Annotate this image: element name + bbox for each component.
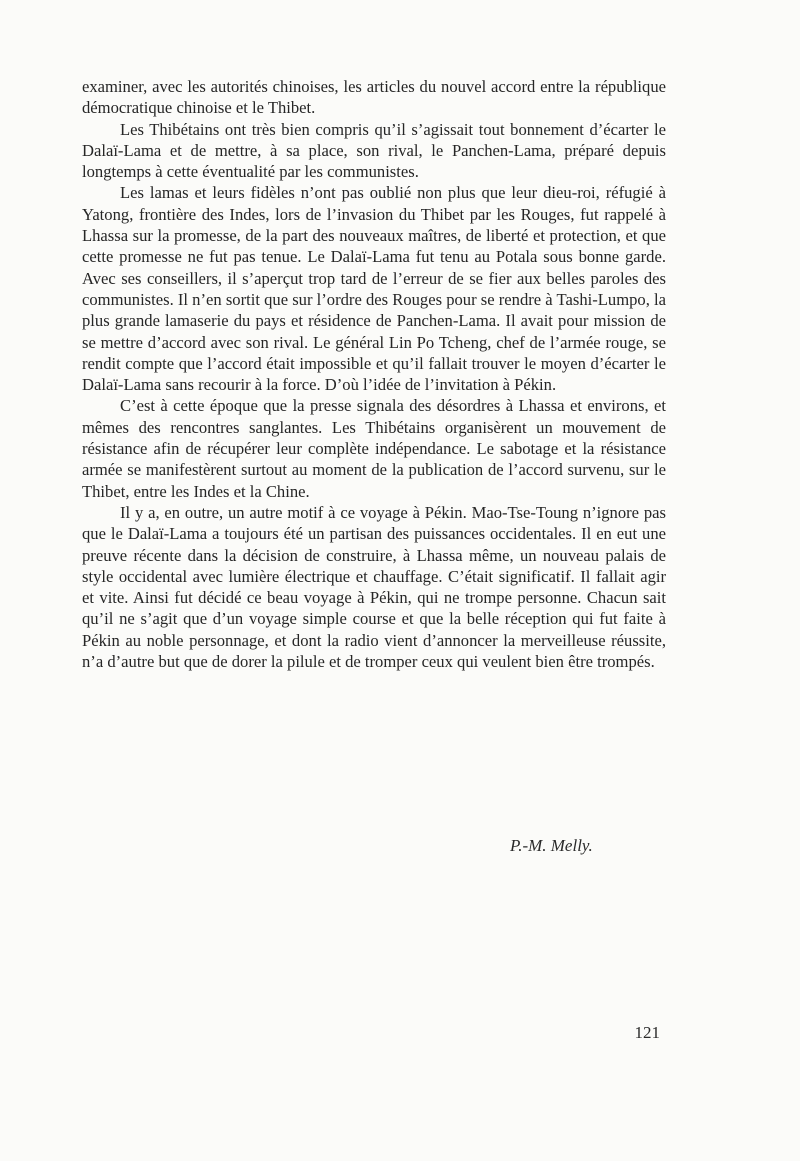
paragraph-4: C’est à cette époque que la presse signala des désordres à Lhassa et environs, et mêmes des rencontres sanglantes. Les Thibétains organisèrent un mouvement de résistance afin de récupérer leur complète indépendance. Le sabotage et la résistance armée se manifestèrent surtout au moment de la publication de l’accord survenu, sur le Thibet, entre les Indes et la Chine.	[82, 396, 666, 501]
paragraph-1: examiner, avec les autorités chinoises, les articles du nouvel accord entre la république démocratique chinoise et le Thibet.	[82, 77, 666, 118]
page-number: 121	[634, 1023, 660, 1042]
author-signature: P.-M. Melly.	[510, 836, 593, 855]
article-body	[82, 76, 666, 672]
paragraph-2: Les Thibétains ont très bien compris qu’il s’agissait tout bonnement d’écarter le Dalaï-Lama et de mettre, à sa place, son rival, le Panchen-Lama, préparé depuis longtemps à cette éventualité par les communistes.	[82, 119, 666, 182]
paragraph-5: Il y a, en outre, un autre motif à ce voyage à Pékin. Mao-Tse-Toung n’ignore pas que le Dalaï-Lama a toujours été un partisan des puissances occidentales. Il en eut une preuve récente dans la décision de construire, à Lhassa même, un nouveau palais de style occidental avec lumière électrique et chauffage. C’était significatif. Il fallait agir et vite. Ainsi fut décidé ce beau voyage à Pékin, qui ne trompe personne. Chacun sait qu’il ne s’agit que d’un voyage simple course et que la belle réception qui fut faite à Pékin au noble personnage, et dont la radio vient d’annoncer la merveilleuse réussite, n’a d’autre but que de dorer la pilule et de tromper ceux qui veulent bien être trompés.	[82, 502, 666, 672]
paragraph-3: Les lamas et leurs fidèles n’ont pas oublié non plus que leur dieu-roi, réfugié à Yatong, frontière des Indes, lors de l’invasion du Thibet par les Rouges, fut rappelé à Lhassa sur la promesse, de la part des nouveaux maîtres, de liberté et protection, et que cette promesse ne fut pas tenue. Le Dalaï-Lama fut tenu au Potala sous bonne garde. Avec ses conseillers, il s’aperçut trop tard de l’erreur de se fier aux belles paroles des communistes. Il n’en sortit que sur l’ordre des Rouges pour se rendre à Tashi-Lumpo, la plus grande lamaserie du pays et résidence de Panchen-Lama. Il avait pour mission de se mettre d’accord avec son rival. Le général Lin Po Tcheng, chef de l’armée rouge, se rendit compte que l’accord était impossible et qu’il fallait trouver le moyen d’écarter le Dalaï-Lama sans recourir à la force. D’où l’idée de l’invitation à Pékin.	[82, 183, 666, 395]
